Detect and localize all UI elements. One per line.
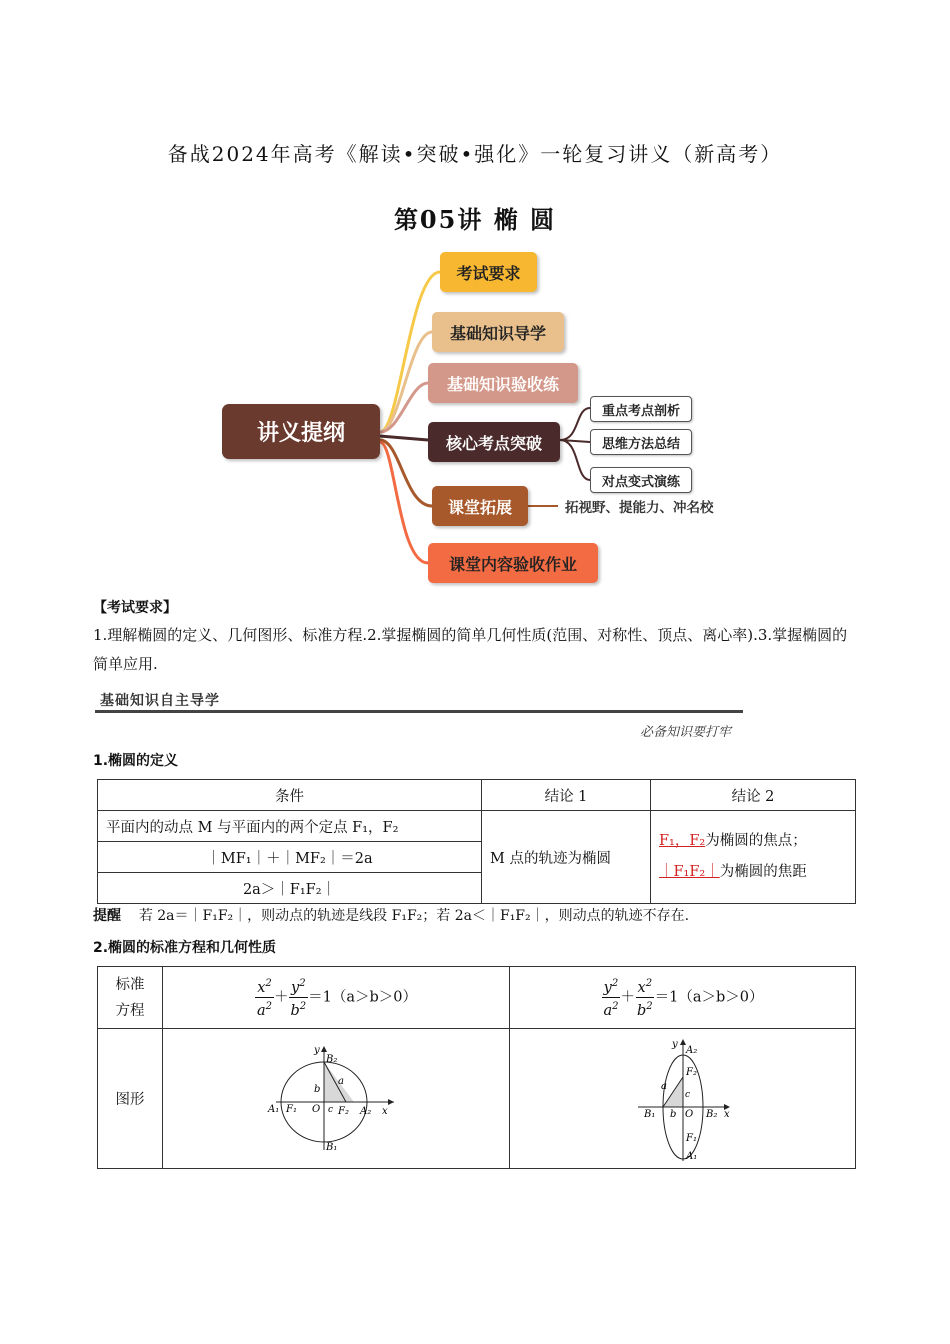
figure-vertical-cell <box>510 1029 856 1169</box>
foci-text: 为椭圆的焦点； <box>705 833 807 849</box>
fig1-label-y: y <box>314 1044 320 1056</box>
condition-1: 平面内的动点 M 与平面内的两个定点 F₁，F₂ <box>98 811 482 842</box>
fig1-label-A2: A₂ <box>360 1105 372 1117</box>
header-condition: 条件 <box>98 780 482 811</box>
equation-horizontal: $\frac{x^2}{a^2}$ ＋ $\frac{y^2}{b^2}$ ＝1（a＞b＞0） <box>163 967 510 1029</box>
conclusion1-cell: M 点的轨迹为椭圆 <box>482 811 651 904</box>
sub-targeted-practice: 对点变式演练 <box>590 467 692 493</box>
conclusion2-cell <box>651 811 856 904</box>
fig2-label-O: O <box>684 1108 693 1120</box>
fig1-label-a: a <box>338 1075 344 1087</box>
frac-x2-b2: $\frac{x^2}{b^2}$ <box>635 975 655 1020</box>
fig1-label-x: x <box>382 1105 388 1117</box>
banner-title: 基础知识自主导学 <box>100 693 220 709</box>
fig1-label-F1: F₁ <box>286 1103 297 1115</box>
condition-2: ｜MF₁｜＋｜MF₂｜＝2a <box>98 842 482 873</box>
fig2-label-B1: B₁ <box>643 1108 655 1120</box>
header-conclusion2: 结论 2 <box>651 780 856 811</box>
branch-class-extension: 课堂拓展 <box>432 486 528 526</box>
focal-distance-label: ｜F₁F₂｜ <box>659 864 720 880</box>
frac-y2-a2: $\frac{y^2}{a^2}$ <box>601 975 620 1020</box>
tip-label: 提醒 <box>93 908 121 924</box>
tip <box>93 905 689 925</box>
exam-requirements-heading: 【考试要求】 <box>93 600 177 616</box>
extension-note: 拓视野、提能力、冲名校 <box>565 500 714 516</box>
fig1-label-B1: B₁ <box>326 1141 338 1153</box>
fig1-label-c: c <box>328 1104 334 1115</box>
branch-basic-practice: 基础知识验收练 <box>428 363 578 403</box>
banner-subtitle: 必备知识要打牢 <box>640 725 732 740</box>
section1-title: 1.椭圆的定义 <box>93 753 179 769</box>
fig1-label-b: b <box>314 1083 321 1095</box>
exam-requirements-text: 1.理解椭圆的定义、几何图形、标准方程.2.掌握椭圆的简单几何性质(范围、对称性、顶点、离心率).3.掌握椭圆的简单应用. <box>93 626 848 673</box>
frac-x2-a2: $\frac{x^2}{a^2}$ <box>255 975 274 1020</box>
lecture-title: 第05讲 椭 圆 <box>393 205 557 234</box>
row-label-equation-a: 标准 <box>115 976 145 993</box>
properties-table <box>97 966 856 1169</box>
fig2-label-F1: F₁ <box>685 1132 697 1144</box>
fig2-label-x: x <box>723 1108 730 1120</box>
fig1-label-F2: F₂ <box>338 1105 349 1117</box>
row-label-equation <box>98 967 163 1029</box>
fig2-label-F2: F₂ <box>685 1066 697 1078</box>
branch-exam-requirements: 考试要求 <box>440 252 537 292</box>
equation2-condition: ＝1（a＞b＞0） <box>654 989 764 1006</box>
equation1-condition: ＝1（a＞b＞0） <box>308 989 418 1006</box>
sub-method-summary: 思维方法总结 <box>590 429 692 455</box>
fig2-label-c: c <box>684 1089 690 1100</box>
fig2-label-B2: B₂ <box>705 1108 717 1120</box>
mind-map-root: 讲义提纲 <box>222 404 380 459</box>
sub-key-analysis: 重点考点剖析 <box>590 396 692 422</box>
definition-table <box>97 779 856 904</box>
row-label-figure: 图形 <box>98 1029 163 1169</box>
foci-label: F₁，F₂ <box>659 833 706 849</box>
figure-horizontal-cell <box>163 1029 510 1169</box>
fig1-label-B2: B₂ <box>326 1053 338 1065</box>
fig1-label-A1: A₁ <box>268 1103 280 1115</box>
focal-distance-text: 为椭圆的焦距 <box>719 864 807 880</box>
frac-y2-b2: $\frac{y^2}{b^2}$ <box>288 975 308 1020</box>
condition-3: 2a＞｜F₁F₂｜ <box>98 873 482 904</box>
branch-homework: 课堂内容验收作业 <box>428 543 598 583</box>
branch-core-points: 核心考点突破 <box>428 422 560 462</box>
horizontal-ellipse-figure <box>266 1044 406 1154</box>
fig2-label-a: a <box>660 1080 667 1092</box>
section2-title: 2.椭圆的标准方程和几何性质 <box>93 940 277 956</box>
header-conclusion1: 结论 1 <box>482 780 651 811</box>
fig2-label-y: y <box>671 1038 678 1050</box>
fig2-label-A2: A₂ <box>685 1044 697 1056</box>
document-header: 备战2024年高考《解读•突破•强化》一轮复习讲义（新高考） <box>167 142 783 166</box>
fig1-label-O: O <box>312 1103 321 1115</box>
tip-text: 若 2a＝｜F₁F₂｜，则动点的轨迹是线段 F₁F₂；若 2a＜｜F₁F₂｜，则动点的轨迹不存在. <box>138 908 690 924</box>
branch-basic-knowledge: 基础知识导学 <box>432 312 564 352</box>
banner-divider <box>95 710 743 713</box>
fig2-label-b: b <box>669 1108 676 1120</box>
equation-vertical: $\frac{y^2}{a^2}$ ＋ $\frac{x^2}{b^2}$ ＝1（a＞b＞0） <box>510 967 856 1029</box>
vertical-ellipse-figure <box>628 1035 738 1163</box>
fig2-label-A1: A₁ <box>685 1150 697 1162</box>
row-label-equation-b: 方程 <box>115 1002 145 1019</box>
